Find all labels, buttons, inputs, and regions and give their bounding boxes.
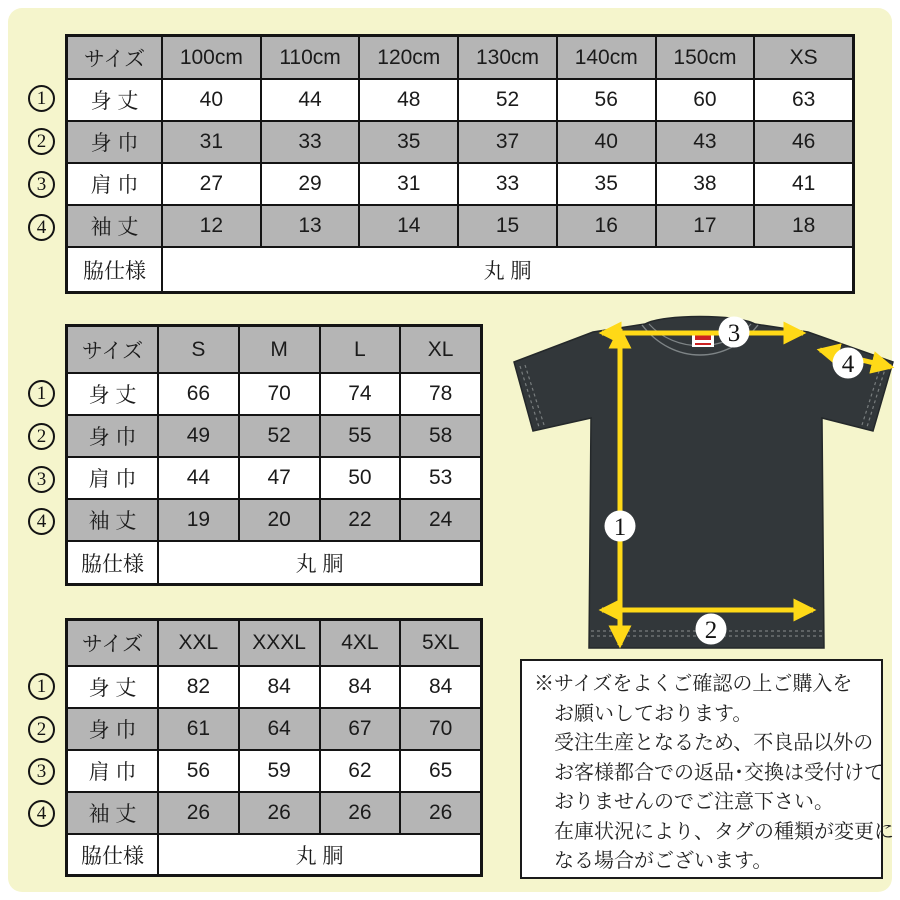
table-cell: 18 (755, 206, 852, 246)
row-label: 肩 巾 (68, 751, 157, 791)
table-cell: 20 (240, 500, 319, 540)
note-line: 在庫状況により、タグの種類が変更に (554, 820, 894, 843)
table-cell: 62 (321, 751, 400, 791)
row-label: 肩 巾 (68, 458, 157, 498)
table-cell: 33 (262, 122, 359, 162)
svg-text:3: 3 (727, 320, 741, 347)
table-cell: 74 (321, 374, 400, 414)
table-cell: 16 (558, 206, 655, 246)
column-header: 150cm (657, 37, 754, 78)
note-line: お願いしております。 (554, 702, 753, 725)
row-label: 袖 丈 (68, 206, 161, 246)
table-cell: 26 (321, 793, 400, 833)
table-cell: 66 (159, 374, 238, 414)
table-cell: 26 (401, 793, 480, 833)
table-cell: 44 (262, 80, 359, 120)
table-cell: 22 (321, 500, 400, 540)
tshirt-measurement-diagram (505, 305, 900, 660)
row-marker-2: 2 (28, 716, 55, 743)
svg-text:2: 2 (704, 617, 718, 644)
table-cell: 35 (360, 122, 457, 162)
column-header: 100cm (163, 37, 260, 78)
table-cell: 56 (159, 751, 238, 791)
table-cell: 84 (240, 667, 319, 707)
table-cell-merged: 丸 胴 (159, 835, 480, 874)
column-header: 5XL (401, 621, 480, 665)
row-label: 脇仕様 (68, 542, 157, 583)
row-label: 脇仕様 (68, 248, 161, 291)
table-cell: 24 (401, 500, 480, 540)
table-cell: 82 (159, 667, 238, 707)
column-header: 4XL (321, 621, 400, 665)
table-cell: 61 (159, 709, 238, 749)
table-cell: 19 (159, 500, 238, 540)
row-label: 身 丈 (68, 80, 161, 120)
note-line: なる場合がございます。 (554, 850, 773, 872)
table-cell: 84 (321, 667, 400, 707)
note-line: お客様都合での返品･交換は受付けて (554, 761, 884, 784)
table-cell: 41 (755, 164, 852, 204)
note-line: ※サイズをよくご確認の上ご購入を (534, 673, 853, 695)
table-cell: 70 (401, 709, 480, 749)
row-label: 身 巾 (68, 709, 157, 749)
table-cell: 53 (401, 458, 480, 498)
table-cell: 84 (401, 667, 480, 707)
row-label: 袖 丈 (68, 793, 157, 833)
row-label: 身 巾 (68, 416, 157, 456)
purchase-note-box (520, 659, 894, 879)
table-cell: 12 (163, 206, 260, 246)
row-marker-3: 3 (28, 171, 55, 198)
column-header: 130cm (459, 37, 556, 78)
column-header: L (321, 327, 400, 372)
table-cell-merged: 丸 胴 (159, 542, 480, 583)
row-marker-2: 2 (28, 423, 55, 450)
column-header: XXL (159, 621, 238, 665)
diagram-marker-1 (605, 511, 636, 542)
table-cell: 67 (321, 709, 400, 749)
row-marker-4: 4 (28, 214, 55, 241)
row-marker-4: 4 (28, 800, 55, 827)
table-cell: 33 (459, 164, 556, 204)
table-cell: 56 (558, 80, 655, 120)
table-cell: 58 (401, 416, 480, 456)
row-label: 身 丈 (68, 374, 157, 414)
row-label: 脇仕様 (68, 835, 157, 874)
row-label: 袖 丈 (68, 500, 157, 540)
size-table-adult (65, 324, 483, 586)
table-cell: 15 (459, 206, 556, 246)
table-cell: 31 (163, 122, 260, 162)
table-cell: 64 (240, 709, 319, 749)
table-cell: 46 (755, 122, 852, 162)
row-marker-2: 2 (28, 128, 55, 155)
table-cell: 70 (240, 374, 319, 414)
table-cell: 52 (459, 80, 556, 120)
column-header: 110cm (262, 37, 359, 78)
table-cell: 26 (240, 793, 319, 833)
diagram-marker-4 (833, 348, 864, 379)
neck-tag-logo (695, 343, 711, 345)
note-line: おりませんのでご注意下さい。 (554, 791, 834, 813)
table-cell: 47 (240, 458, 319, 498)
column-header: XS (755, 37, 852, 78)
table-cell: 27 (163, 164, 260, 204)
diagram-marker-2 (696, 614, 727, 645)
table-cell: 44 (159, 458, 238, 498)
table-cell: 13 (262, 206, 359, 246)
table-cell-merged: 丸 胴 (163, 248, 852, 291)
column-header: XXXL (240, 621, 319, 665)
row-marker-1: 1 (28, 673, 55, 700)
table-cell: 63 (755, 80, 852, 120)
row-marker-3: 3 (28, 466, 55, 493)
diagram-marker-3 (719, 317, 750, 348)
column-header: M (240, 327, 319, 372)
table-cell: 50 (321, 458, 400, 498)
table-cell: 78 (401, 374, 480, 414)
table-cell: 38 (657, 164, 754, 204)
column-header: XL (401, 327, 480, 372)
neck-tag-logo (695, 335, 711, 340)
size-table-kids (65, 34, 855, 294)
row-marker-1: 1 (28, 380, 55, 407)
row-label: 肩 巾 (68, 164, 161, 204)
table-cell: 49 (159, 416, 238, 456)
row-marker-4: 4 (28, 508, 55, 535)
column-header: サイズ (68, 327, 157, 372)
row-label: 身 丈 (68, 667, 157, 707)
table-cell: 48 (360, 80, 457, 120)
note-line: 受注生産となるため、不良品以外の (554, 732, 874, 754)
table-cell: 55 (321, 416, 400, 456)
table-cell: 43 (657, 122, 754, 162)
size-table-plus (65, 618, 483, 877)
column-header: 140cm (558, 37, 655, 78)
column-header: サイズ (68, 37, 161, 78)
table-cell: 17 (657, 206, 754, 246)
table-cell: 40 (558, 122, 655, 162)
column-header: 120cm (360, 37, 457, 78)
table-cell: 29 (262, 164, 359, 204)
svg-text:4: 4 (841, 351, 855, 378)
table-cell: 60 (657, 80, 754, 120)
row-marker-1: 1 (28, 85, 55, 112)
table-cell: 14 (360, 206, 457, 246)
table-cell: 65 (401, 751, 480, 791)
row-marker-3: 3 (28, 758, 55, 785)
row-label: 身 巾 (68, 122, 161, 162)
table-cell: 59 (240, 751, 319, 791)
column-header: サイズ (68, 621, 157, 665)
column-header: S (159, 327, 238, 372)
table-cell: 37 (459, 122, 556, 162)
table-cell: 31 (360, 164, 457, 204)
table-cell: 40 (163, 80, 260, 120)
table-cell: 52 (240, 416, 319, 456)
table-cell: 35 (558, 164, 655, 204)
svg-text:1: 1 (613, 514, 627, 541)
table-cell: 26 (159, 793, 238, 833)
